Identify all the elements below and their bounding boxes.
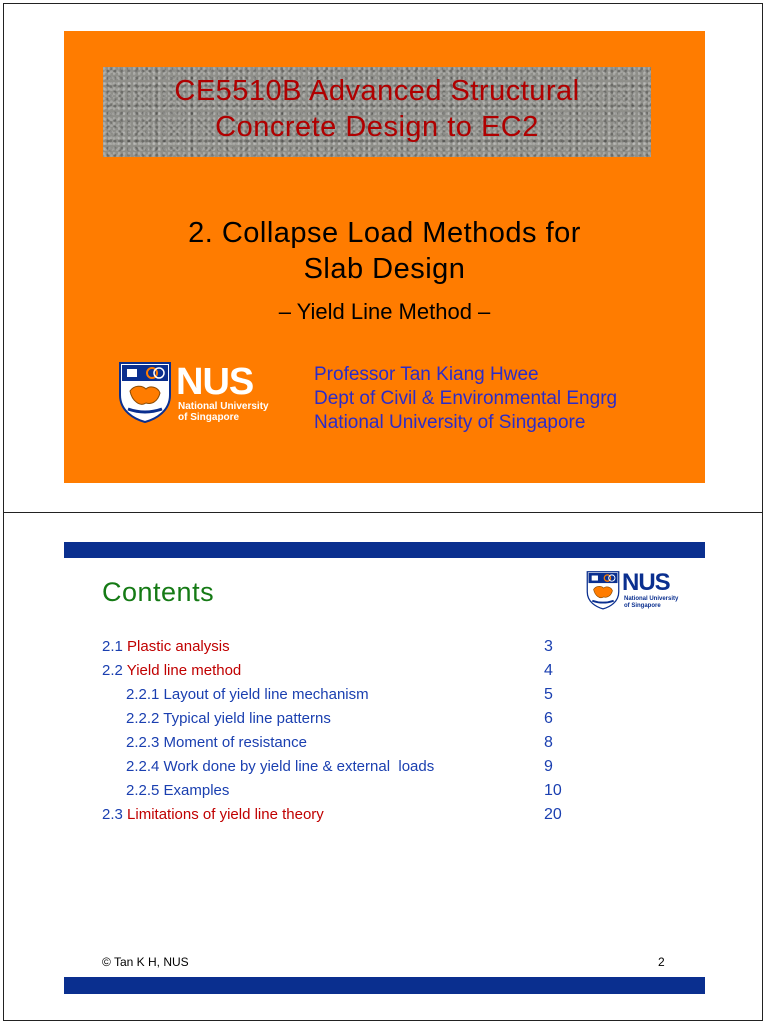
toc-section-label: Plastic analysis: [127, 638, 230, 655]
author-department: Dept of Civil & Environmental Engrg: [314, 388, 618, 409]
toc-entry: [102, 662, 662, 684]
toc-section-number: 2.2: [102, 662, 127, 679]
contents-title: Contents: [102, 577, 215, 607]
toc-entry: [126, 710, 662, 732]
toc-section-label: Yield line method: [126, 662, 242, 679]
toc-entry: [102, 806, 662, 828]
toc-page-number: 8: [544, 734, 553, 751]
nus-logo-subtitle-1: National University: [624, 596, 679, 602]
nus-crest-icon: [586, 569, 620, 611]
toc-subsection-label: 2.2.1 Layout of yield line mechanism: [126, 686, 369, 703]
footer-copyright: © Tan K H, NUS: [102, 955, 189, 969]
lecture-subtitle: – Yield Line Method –: [278, 299, 491, 324]
footer-page-number: 2: [658, 955, 665, 969]
slide-1: [3, 3, 763, 513]
toc-entry: [102, 638, 662, 660]
course-title-line-1: CE5510B Advanced Structural: [174, 75, 580, 107]
nus-logo-small: [586, 569, 696, 615]
header-bar: [64, 542, 705, 558]
nus-logo: [118, 361, 278, 429]
toc-subsection-label: 2.2.3 Moment of resistance: [126, 734, 307, 751]
nus-logo-subtitle-2: of Singapore: [178, 412, 240, 423]
title-slide-panel: [64, 31, 705, 483]
nus-logo-subtitle-2: of Singapore: [624, 603, 661, 609]
toc-entry: [126, 734, 662, 756]
toc-entry: [126, 782, 662, 804]
lecture-title-line-1: 2. Collapse Load Methods for: [188, 217, 581, 249]
nus-logo-subtitle-1: National University: [178, 401, 269, 412]
toc-page-number: 3: [544, 638, 553, 655]
toc-page-number: 10: [544, 782, 562, 799]
course-title-banner: [103, 67, 651, 157]
slide-2: [3, 512, 763, 1021]
toc-subsection-label: 2.2.4 Work done by yield line & external loads: [126, 758, 435, 775]
author-institution: National University of Singapore: [314, 412, 586, 433]
nus-logo-wordmark: NUS: [176, 361, 254, 403]
footer-bar: [64, 977, 705, 994]
toc-section-label: Limitations of yield line theory: [127, 806, 324, 823]
toc-section-number: 2.1: [102, 638, 128, 655]
toc-page-number: 9: [544, 758, 553, 775]
toc-entry: [126, 686, 662, 708]
toc-page-number: 4: [544, 662, 553, 679]
lecture-title-line-2: Slab Design: [303, 253, 466, 285]
toc-subsection-label: 2.2.2 Typical yield line patterns: [126, 710, 331, 727]
course-title-line-2: Concrete Design to EC2: [215, 111, 539, 143]
toc-subsection-label: 2.2.5 Examples: [126, 782, 230, 799]
toc-page-number: 20: [544, 806, 562, 823]
nus-logo-wordmark: NUS: [622, 569, 670, 596]
author-name: Professor Tan Kiang Hwee: [314, 364, 539, 385]
toc-section-number: 2.3: [102, 806, 128, 823]
toc-page-number: 6: [544, 710, 553, 727]
nus-crest-icon: [118, 361, 172, 423]
toc-page-number: 5: [544, 686, 553, 703]
toc-entry: [126, 758, 662, 780]
